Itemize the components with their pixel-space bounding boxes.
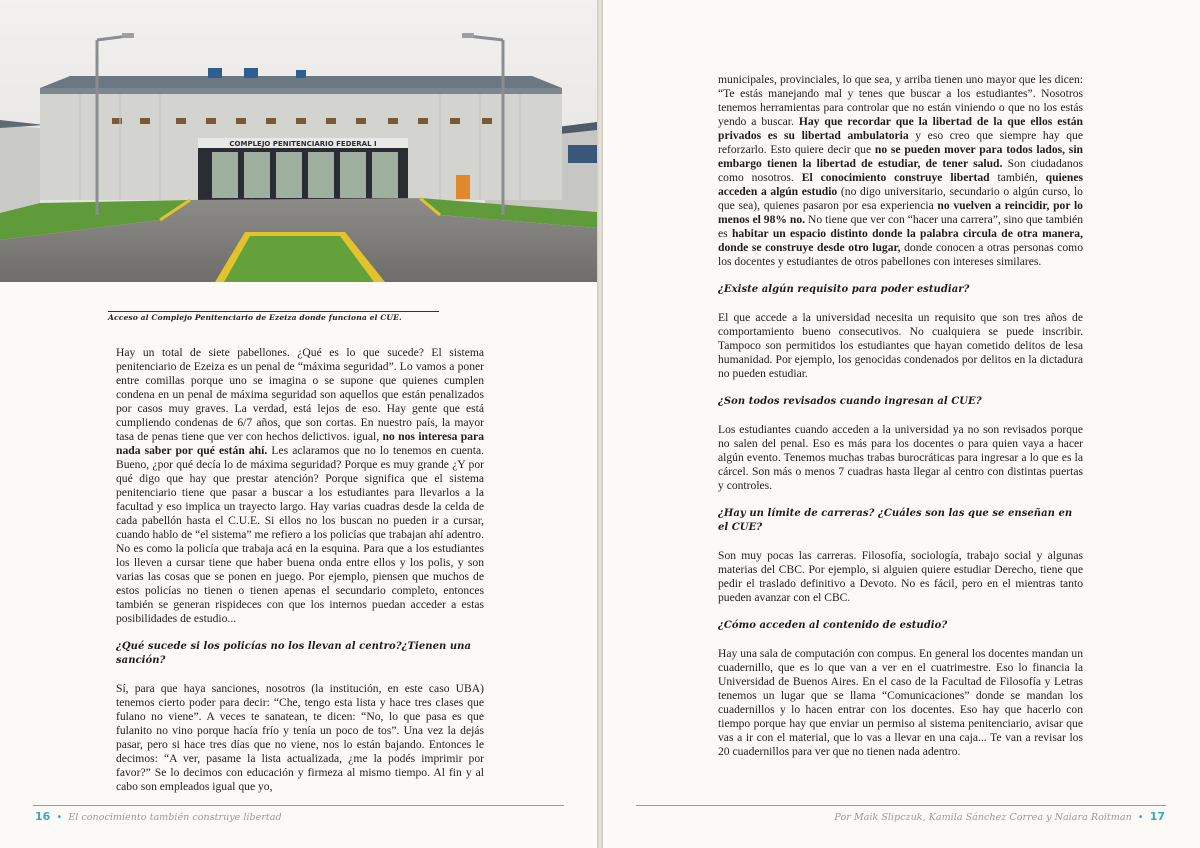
right-article-body (718, 73, 1083, 759)
right-footer (834, 810, 1165, 823)
text-run: (no digo universitario, secundario o algún curso, lo que sea), quienes pasaron por esa experiencia (718, 185, 1083, 212)
bullet-icon: • (56, 812, 63, 823)
bold-run: no se pueden mover para todos lados, sin embargo tienen la libertad de estudiar, de tener salud. (718, 143, 1083, 170)
question-heading: ¿Son todos revisados cuando ingresan al CUE? (718, 396, 982, 407)
left-page (0, 0, 597, 848)
footer-divider (33, 805, 564, 806)
bold-run: quienes acceden a algún estudio (718, 171, 1084, 198)
bold-run: no vuelven a reincidir, por lo menos el 98% no. (718, 199, 1083, 226)
photo-caption: Acceso al Complejo Penitenciario de Ezeiza donde funciona el CUE. (108, 313, 402, 322)
text-run: también, (989, 171, 1046, 184)
right-paragraph-2: El que accede a la universidad necesita un requisito que son tres años de comportamiento bueno consecutivos. No cualquiera se puede inscribir. Tampoco son permitidos los estudiantes que hayan cometido delitos de lesa humanidad. Por ejemplo, los genocidas condenados por delitos en la dictadura no pueden estudiar. (718, 311, 1083, 380)
left-paragraph-1 (116, 346, 484, 626)
question-heading: ¿Qué sucede si los policías no los llevan al centro?¿Tienen una sanción? (116, 641, 472, 666)
left-article-body (116, 346, 484, 794)
text-run: No tiene que ver con “hacer una carrera”, sino que también es (718, 213, 1083, 240)
right-paragraph-1 (718, 73, 1083, 269)
question-heading: ¿Existe algún requisito para poder estudiar? (718, 284, 970, 295)
gate-sign: COMPLEJO PENITENCIARIO FEDERAL I (229, 140, 377, 148)
bold-run: no nos interesa para nada saber por qué están ahí. (116, 430, 484, 457)
question-heading: ¿Hay un límite de carreras? ¿Cuáles son las que se enseñan en el CUE? (718, 508, 1073, 533)
text-run: municipales, provinciales, lo que sea, y arriba tienen uno mayor que les dicen: “Te estás manejando mal y tenes que buscar a los estudiantes”. Nosotros tenemos herramientas para controlar que no están viniendo o que no los estás yendo a buscar. (718, 73, 1083, 128)
text-run: Son ciudadanos como nosotros. (718, 157, 1083, 184)
bullet-icon: • (1137, 812, 1144, 823)
right-paragraph-3: Los estudiantes cuando acceden a la universidad ya no son revisados porque no salen del penal. Eso es más para los docentes o para quien vaya a hacer algún evento. Tenemos muchas trabas burocráticas para ingresar a lo que es la cárcel. Son más o menos 7 cuadras hasta llegar al centro con distintas puertas y controles. (718, 423, 1083, 492)
right-paragraph-4: Son muy pocas las carreras. Filosofía, sociología, trabajo social y algunas materias del CBC. Por ejemplo, si alguien quiere estudiar Derecho, tiene que pedir el traslado definitivo a Devoto. No es fácil, pero en el mientras tanto pueden avanzar con el CBC. (718, 549, 1083, 604)
bold-run: Hay que recordar que la libertad de la que ellos están privados es su libertad ambulatoria (718, 115, 1083, 142)
prison-entrance-photo (0, 0, 597, 282)
text-run: donde conocen a otras personas como los docentes y estudiantes de otros pabellones con intereses similares. (718, 241, 1083, 268)
text-run: Hay un total de siete pabellones. ¿Qué es lo que sucede? El sistema penitenciario de Ezeiza es un penal de “máxima seguridad”. Lo vamos a poner entre comillas porque uno se imagina o se supone que quienes cumplen condena en un penal de máxima seguridad son aquellos que están penalizados por casos muy graves. La verdad, está lejos de eso. Hay gente que está cumpliendo condenas de 6/7 años, que son cortas. En nuestro país, la mayor tasa de penas tiene que ver con hechos delictivos. igual, (116, 346, 484, 443)
text-run: y eso creo que siempre hay que reforzarlo. Esto quiere decir que (718, 129, 1083, 156)
page-number: 16 (35, 810, 51, 823)
authors-credit: Por Maik Slipczuk, Kamila Sánchez Correa y Naiara Roitman (834, 812, 1132, 823)
bold-run: habitar un espacio distinto donde la palabra circula de otra manera, donde se construye desde otro lugar, (718, 227, 1083, 254)
footer-divider (636, 805, 1166, 806)
running-title: El conocimiento también construye libertad (68, 812, 282, 823)
right-paragraph-5: Hay una sala de computación con compus. En general los docentes mandan un cuadernillo, que es lo que van a ver en el cuatrimestre. Eso lo financia la Universidad de Buenos Aires. En el caso de la Facultad de Filosofía y Letras tenemos un lugar que se llama “Comunicaciones” donde se mandan los cuadernillos y lo hacen entrar con los docentes. Eso hay que hacerlo con tiempo porque hay que enviar un permiso al sistema penitenciario, avisar que vas a ir con el material, que lo vas a llevar en una caja... Te van a revisar los 20 cuadernillos para ver que no tienen nada adentro. (718, 647, 1083, 758)
page-number: 17 (1149, 810, 1165, 823)
question-heading: ¿Cómo acceden al contenido de estudio? (718, 620, 948, 631)
caption-divider (108, 311, 439, 312)
left-footer (35, 810, 282, 823)
left-paragraph-2: Sí, para que haya sanciones, nosotros (la institución, en este caso UBA) tenemos cierto poder para decir: “Che, tengo esta lista y hace tres clases que fulano no viene”. A veces te sanatean, te dicen: “No, lo que pasa es que fulanito no vino porque hacía frío y tenía un poco de tos”. Una vez la dejás pasar, pero si hace tres días que no viene, nos lo están bajando. Entonces le decimos: “A ver, pasame la lista actualizada, ¿me la podés imprimir por favor?” Se lo decimos con educación y firmeza al mismo tiempo. Al fin y al cabo son empleados igual que yo, (116, 682, 484, 793)
right-page (603, 0, 1200, 848)
text-run: Les aclaramos que no lo tenemos en cuenta. Bueno, ¿por qué decía lo de máxima seguridad? Porque es muy grande ¿Y por qué digo que hay que prestar atención? Porque significa que el sistema penitenciario tiene que pasar a buscar a los estudiantes para llevarlos a la facultad y eso implica un trayecto largo. Hay varias cuadras desde la celda de cada pabellón hasta el C.U.E. Si ellos no los buscan no pueden ir a cursar, cuando hablo de “el sistema” me refiero a los policías que trabajan ahí adentro. No es como la policía que trabaja acá en la esquina. Para que a los estudiantes los lleven a cursar tiene que haber buena onda entre ellos y los polis, y son varias las cosas que se ponen en juego. Por ejemplo, piensen que muchos de estos policías no tienen o tienen apenas el secundario completo, entonces también se generan rispideces con que los internos puedan acceder a estas posibilidades de estudio... (116, 444, 484, 625)
bold-run: El conocimiento construye libertad (801, 171, 990, 184)
